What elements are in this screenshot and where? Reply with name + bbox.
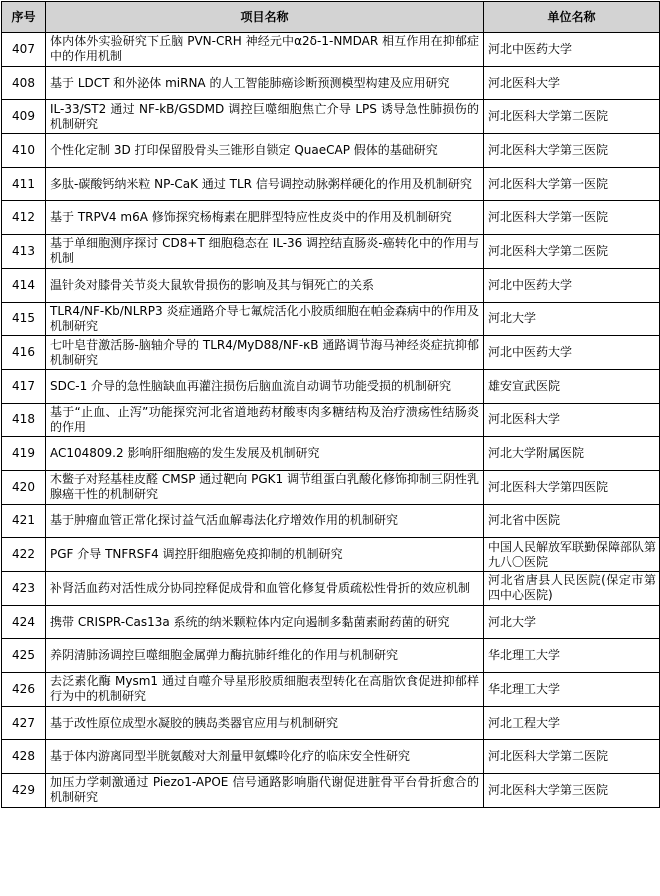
unit-name: 河北省中医院 [484, 504, 660, 538]
table-row [2, 774, 660, 808]
header-row [2, 2, 660, 33]
row-number: 408 [2, 66, 46, 100]
unit-name: 河北省唐县人民医院(保定市第四中心医院) [484, 572, 660, 606]
table-row [2, 268, 660, 302]
table-row [2, 437, 660, 471]
table-row [2, 235, 660, 269]
unit-name: 河北大学 [484, 302, 660, 336]
row-number: 419 [2, 437, 46, 471]
table-row [2, 572, 660, 606]
unit-name: 河北大学 [484, 605, 660, 639]
row-number: 412 [2, 201, 46, 235]
project-name: AC104809.2 影响肝细胞癌的发生发展及机制研究 [46, 437, 484, 471]
project-name: IL-33/ST2 通过 NF-kB/GSDMD 调控巨噬细胞焦亡介导 LPS 诱导急性肺损伤的机制研究 [46, 100, 484, 134]
unit-name: 河北医科大学第二医院 [484, 740, 660, 774]
project-name: 基于改性原位成型水凝胶的胰岛类器官应用与机制研究 [46, 706, 484, 740]
project-name: 去泛素化酶 Mysm1 通过自噬介导星形胶质细胞表型转化在高脂饮食促进抑郁样行为中的机制研究 [46, 673, 484, 707]
row-number: 427 [2, 706, 46, 740]
project-name: 基于 LDCT 和外泌体 miRNA 的人工智能肺癌诊断预测模型构建及应用研究 [46, 66, 484, 100]
project-name: 加压力学刺激通过 Piezo1-APOE 信号通路影响脂代谢促进脏骨平台骨折愈合的机制研究 [46, 774, 484, 808]
row-number: 413 [2, 235, 46, 269]
row-number: 420 [2, 470, 46, 504]
header-unit: 单位名称 [484, 2, 660, 33]
project-name: PGF 介导 TNFRSF4 调控肝细胞癌免疫抑制的机制研究 [46, 538, 484, 572]
unit-name: 河北医科大学第四医院 [484, 470, 660, 504]
project-name: 养阴清肺汤调控巨噬细胞金属弹力酶抗肺纤维化的作用与机制研究 [46, 639, 484, 673]
unit-name: 河北医科大学第一医院 [484, 167, 660, 201]
table-row [2, 201, 660, 235]
row-number: 409 [2, 100, 46, 134]
project-name: 基于体内游离同型半胱氨酸对大剂量甲氨蝶呤化疗的临床安全性研究 [46, 740, 484, 774]
row-number: 407 [2, 33, 46, 67]
row-number: 418 [2, 403, 46, 437]
row-number: 411 [2, 167, 46, 201]
table-row [2, 706, 660, 740]
unit-name: 河北大学附属医院 [484, 437, 660, 471]
table-row [2, 673, 660, 707]
row-number: 417 [2, 369, 46, 403]
project-name: 七叶皂苷激活肠-脑轴介导的 TLR4/MyD88/NF-κB 通路调节海马神经炎症抗抑郁机制研究 [46, 336, 484, 370]
project-name: 携带 CRISPR-Cas13a 系统的纳米颗粒体内定向遏制多黏菌素耐药菌的研究 [46, 605, 484, 639]
header-name: 项目名称 [46, 2, 484, 33]
project-name: 体内体外实验研究下丘脑 PVN-CRH 神经元中α2δ-1-NMDAR 相互作用在抑郁症中的作用机制 [46, 33, 484, 67]
table-row [2, 100, 660, 134]
table-row [2, 470, 660, 504]
row-number: 423 [2, 572, 46, 606]
table-row [2, 66, 660, 100]
unit-name: 河北医科大学第三医院 [484, 774, 660, 808]
unit-name: 河北医科大学第一医院 [484, 201, 660, 235]
unit-name: 华北理工大学 [484, 673, 660, 707]
unit-name: 华北理工大学 [484, 639, 660, 673]
table-row [2, 167, 660, 201]
table-row [2, 639, 660, 673]
unit-name: 雄安宣武医院 [484, 369, 660, 403]
row-number: 429 [2, 774, 46, 808]
unit-name: 河北医科大学第二医院 [484, 235, 660, 269]
project-table [1, 1, 660, 808]
row-number: 416 [2, 336, 46, 370]
unit-name: 河北医科大学 [484, 66, 660, 100]
row-number: 410 [2, 134, 46, 168]
project-name: 基于肿瘤血管正常化探讨益气活血解毒法化疗增效作用的机制研究 [46, 504, 484, 538]
table-row [2, 302, 660, 336]
row-number: 426 [2, 673, 46, 707]
project-name: 木鳖子对羟基桂皮醛 CMSP 通过靶向 PGK1 调节组蛋白乳酸化修饰抑制三阴性乳腺癌干性的机制研究 [46, 470, 484, 504]
project-name: 基于单细胞测序探讨 CD8+T 细胞稳态在 IL-36 调控结直肠炎-癌转化中的作用与机制 [46, 235, 484, 269]
row-number: 424 [2, 605, 46, 639]
unit-name: 河北中医药大学 [484, 268, 660, 302]
row-number: 421 [2, 504, 46, 538]
table-row [2, 504, 660, 538]
table-row [2, 538, 660, 572]
table-row [2, 403, 660, 437]
row-number: 425 [2, 639, 46, 673]
row-number: 428 [2, 740, 46, 774]
project-name: 个性化定制 3D 打印保留股骨头三锥形自锁定 QuaeCAP 假体的基础研究 [46, 134, 484, 168]
header-num: 序号 [2, 2, 46, 33]
project-name: 基于 TRPV4 m6A 修饰探究杨梅素在肥胖型特应性皮炎中的作用及机制研究 [46, 201, 484, 235]
unit-name: 河北工程大学 [484, 706, 660, 740]
project-name: 补肾活血药对活性成分协同控释促成骨和血管化修复骨质疏松性骨折的效应机制 [46, 572, 484, 606]
project-name: 温针灸对膝骨关节炎大鼠软骨损伤的影响及其与铜死亡的关系 [46, 268, 484, 302]
row-number: 422 [2, 538, 46, 572]
table-row [2, 369, 660, 403]
unit-name: 河北医科大学 [484, 403, 660, 437]
unit-name: 河北医科大学第二医院 [484, 100, 660, 134]
table-row [2, 134, 660, 168]
unit-name: 河北医科大学第三医院 [484, 134, 660, 168]
table-body [2, 33, 660, 808]
row-number: 415 [2, 302, 46, 336]
table-row [2, 605, 660, 639]
table-row [2, 740, 660, 774]
project-name: TLR4/NF-Kb/NLRP3 炎症通路介导七氟烷活化小胶质细胞在帕金森病中的作用及机制研究 [46, 302, 484, 336]
table-row [2, 33, 660, 67]
unit-name: 河北中医药大学 [484, 33, 660, 67]
project-name: 多肽-碳酸钙纳米粒 NP-CaK 通过 TLR 信号调控动脉粥样硬化的作用及机制研究 [46, 167, 484, 201]
row-number: 414 [2, 268, 46, 302]
unit-name: 河北中医药大学 [484, 336, 660, 370]
project-name: SDC-1 介导的急性脑缺血再灌注损伤后脑血流自动调节功能受损的机制研究 [46, 369, 484, 403]
project-name: 基于“止血、止泻”功能探究河北省道地药材酸枣肉多糖结构及治疗溃疡性结肠炎的作用 [46, 403, 484, 437]
unit-name: 中国人民解放军联勤保障部队第九八〇医院 [484, 538, 660, 572]
table-row [2, 336, 660, 370]
